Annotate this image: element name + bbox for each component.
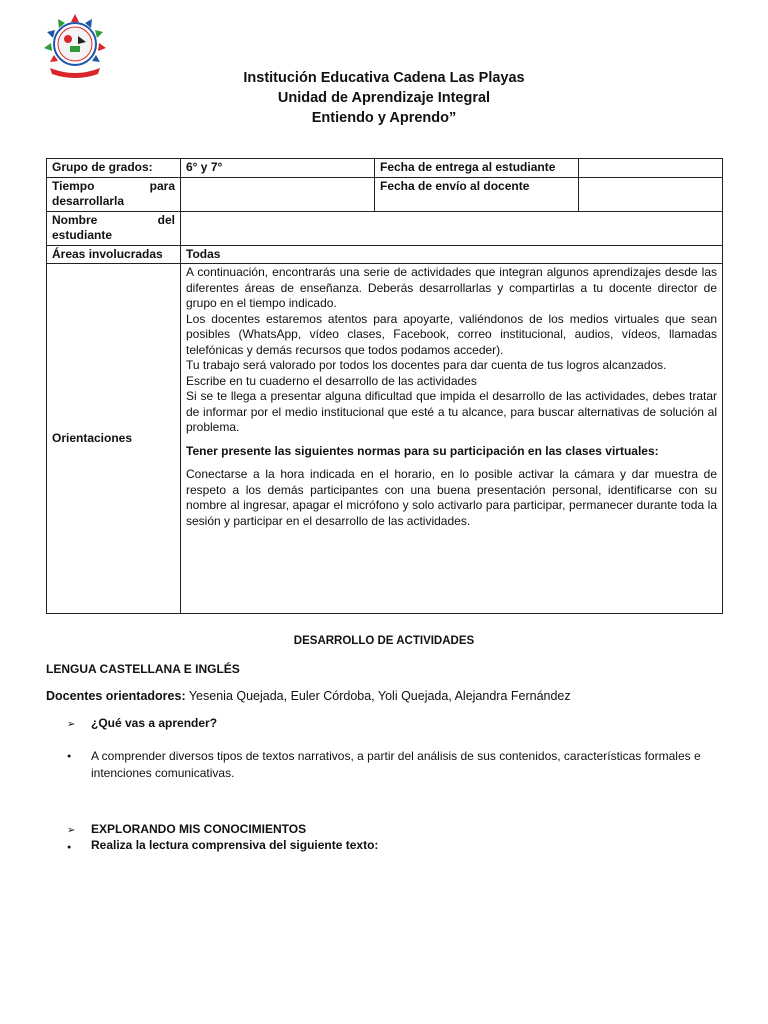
desarrollo-title: DESARROLLO DE ACTIVIDADES — [293, 635, 475, 647]
docentes-label: Docentes orientadores: — [46, 689, 186, 703]
list-item — [67, 748, 723, 782]
tiempo-label: Tiempo para desarrollarla — [47, 177, 181, 211]
fecha-entrega-value[interactable] — [579, 159, 723, 178]
normas-title: Tener presente las siguientes normas para su participación en las clases virtuales: — [186, 443, 659, 458]
list-item — [67, 838, 378, 852]
table-row-orientaciones — [47, 264, 723, 614]
arrow-icon: ➢ — [67, 825, 76, 836]
areas-label: Áreas involucradas — [47, 245, 181, 264]
unit-title: Unidad de Aprendizaje Integral — [277, 90, 491, 106]
explorando-title: EXPLORANDO MIS CONOCIMIENTOS — [91, 822, 307, 836]
table-row-nombre — [47, 211, 723, 245]
institution-name: Institución Educativa Cadena Las Playas — [243, 70, 525, 86]
explorando-heading — [67, 822, 306, 836]
area-title: LENGUA CASTELLANA E INGLÉS — [46, 662, 240, 676]
orientaciones-label: Orientaciones — [47, 264, 181, 614]
aprender-item: A comprender diversos tipos de textos narrativos, a partir del análisis de sus contenidos, características formales e intenciones comunicativas. — [91, 749, 701, 780]
fecha-envio-label: Fecha de envío al docente — [375, 177, 579, 211]
table-row-areas — [47, 245, 723, 264]
normas-text: Conectarse a la hora indicada en el horario, en lo posible activar la cámara y dar muestra de respeto a los demás participantes con una buena presentación personal, identificarse con su nombre al ingresar, apagar el micrófono y solo activarlo para participar, permanecer durante toda la sesión y participar en el desarrollo de las actividades. — [186, 467, 717, 528]
areas-value: Todas — [181, 245, 723, 264]
orientacion-paragraph: Si se te llega a presentar alguna dificultad que impida el desarrollo de las actividades, debes tratar de informar por el medio institucional que esté a tu alcance, para buscar alternativas de solución al problema. — [186, 389, 717, 434]
unit-subtitle: Entiendo y Aprendo” — [311, 110, 457, 126]
table-row-grupo — [47, 159, 723, 178]
grupo-label: Grupo de grados: — [47, 159, 181, 178]
lectura-instruction: Realiza la lectura comprensiva del siguiente texto: — [91, 838, 379, 852]
grupo-value: 6° y 7° — [181, 159, 375, 178]
docentes-line — [46, 689, 571, 703]
fecha-entrega-label: Fecha de entrega al estudiante — [375, 159, 579, 178]
aprender-heading — [67, 716, 217, 730]
document-header — [0, 68, 768, 128]
nombre-value[interactable] — [181, 211, 723, 245]
bullet-icon: ● — [67, 844, 72, 851]
nombre-label: Nombre del estudiante — [47, 211, 181, 245]
orientacion-paragraph: Los docentes estaremos atentos para apoyarte, valiéndonos de los medios virtuales que sean posibles (WhatsApp, vídeo clases, Facebook, correo institucional, audios, vídeos, llamadas telefónicas y demás recursos que todos podamos acceder). — [186, 311, 717, 357]
orientacion-paragraph: A continuación, encontrarás una serie de actividades que integran algunos aprendizajes desde las diferentes áreas de enseñanza. Deberás desarrollarlas y compartirlas a tu docente director de grupo en el tiempo indicado. — [186, 265, 717, 310]
orientacion-paragraph: Escribe en tu cuaderno el desarrollo de las actividades — [186, 373, 477, 388]
arrow-icon: ➢ — [67, 719, 76, 730]
fecha-envio-value[interactable] — [579, 177, 723, 211]
table-row-tiempo — [47, 177, 723, 211]
orientacion-paragraph: Tu trabajo será valorado por todos los docentes para dar cuenta de tus logros alcanzados. — [186, 358, 667, 372]
tiempo-value[interactable] — [181, 177, 375, 211]
bullet-icon: ● — [67, 753, 72, 760]
aprender-question: ¿Qué vas a aprender? — [91, 716, 218, 730]
info-table — [46, 158, 723, 614]
docentes-names: Yesenia Quejada, Euler Córdoba, Yoli Quejada, Alejandra Fernández — [185, 689, 571, 703]
orientaciones-content — [181, 264, 723, 614]
